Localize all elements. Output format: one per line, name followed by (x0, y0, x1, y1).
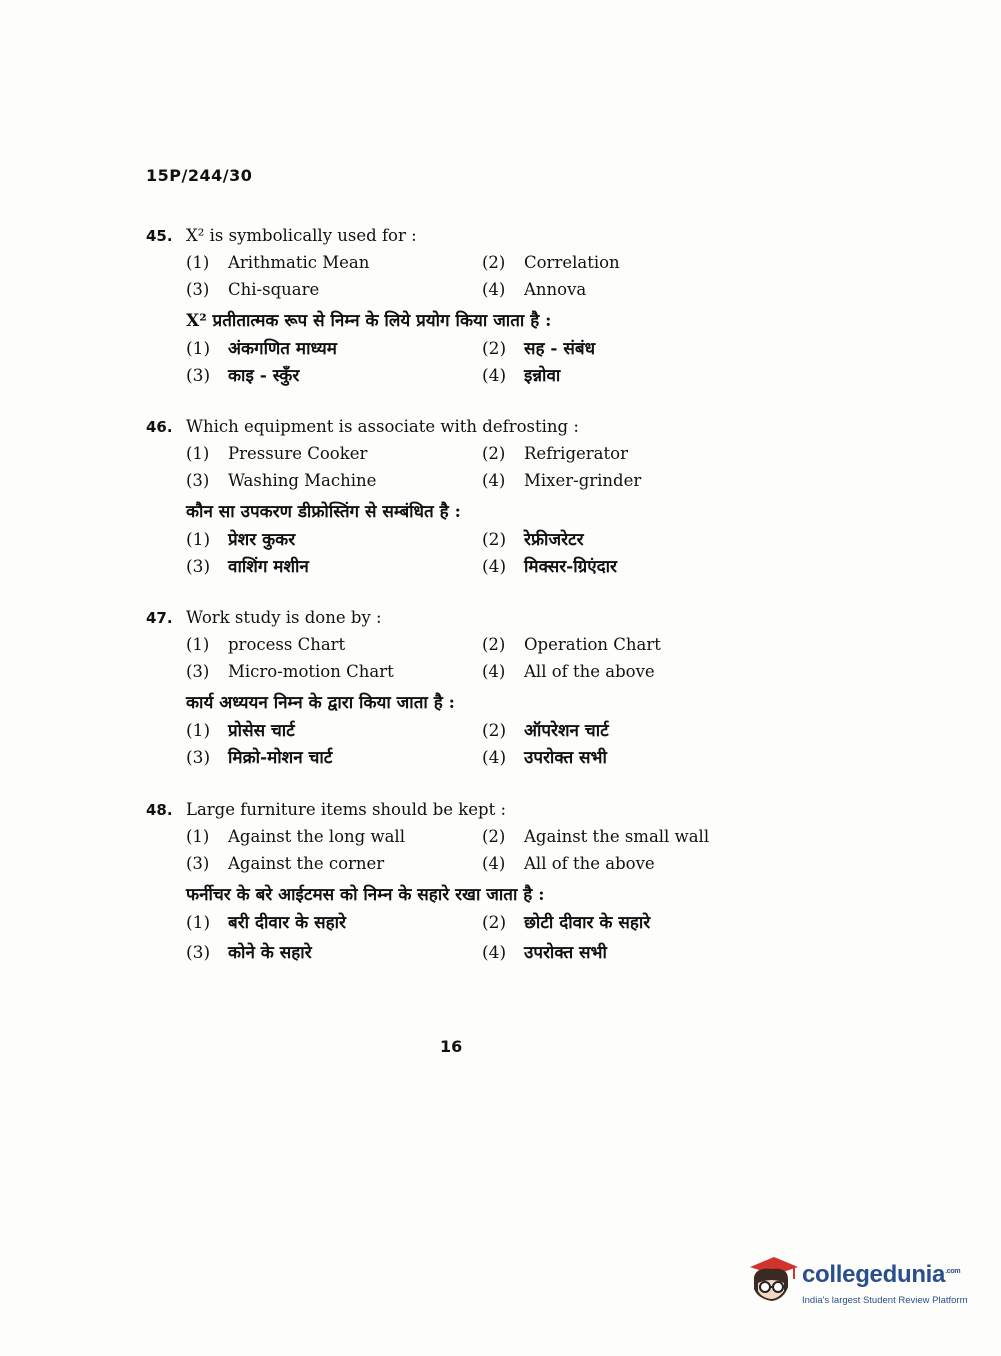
option-3: (3) Chi-square (186, 280, 320, 299)
question-text-hindi: फर्नीचर के बरे आईटमस को निम्न के सहारे रखा जाता है : (186, 885, 545, 905)
brand-tagline: India's largest Student Review Platform (802, 1295, 968, 1306)
option-2-hindi: (2) सह - संबंध (482, 339, 596, 359)
option-4: (4) Mixer-grinder (482, 471, 642, 490)
mascot-icon (744, 1253, 800, 1309)
question-text: X² is symbolically used for : (186, 226, 417, 245)
option-1: (1) Against the long wall (186, 827, 405, 846)
option-2: (2) Correlation (482, 253, 620, 272)
brand-name: collegedunia$^{.com}$ (802, 1261, 961, 1288)
option-3-hindi: (3) मिक्रो-मोशन चार्ट (186, 748, 333, 768)
question-number: 46. (146, 418, 173, 436)
option-3-hindi: (3) काइ - स्कुँर (186, 366, 300, 386)
option-4: (4) All of the above (482, 854, 655, 873)
option-2: (2) Refrigerator (482, 444, 628, 463)
option-2: (2) Against the small wall (482, 827, 710, 846)
question-text-hindi: कौन सा उपकरण डीफ्रोस्तिंग से सम्बंधित है : (186, 502, 461, 522)
option-3-hindi: (3) वाशिंग मशीन (186, 557, 309, 577)
option-1: (1) process Chart (186, 635, 346, 654)
option-1: (1) Pressure Cooker (186, 444, 368, 463)
option-3-hindi: (3) कोने के सहारे (186, 943, 312, 963)
option-4-hindi: (4) उपरोक्त सभी (482, 748, 607, 768)
option-2-hindi: (2) छोटी दीवार के सहारे (482, 913, 651, 933)
question-text: Which equipment is associate with defrosting : (186, 417, 579, 436)
question-number: 48. (146, 801, 173, 819)
paper-code: 15P/244/30 (146, 166, 253, 185)
option-4-hindi: (4) उपरोक्त सभी (482, 943, 607, 963)
question-text: Large furniture items should be kept : (186, 800, 507, 819)
question-47 (146, 604, 746, 772)
option-3: (3) Against the corner (186, 854, 385, 873)
question-46 (146, 413, 746, 581)
question-text-hindi: X² प्रतीतात्मक रूप से निम्न के लिये प्रयोग किया जाता है : (186, 311, 552, 331)
page-number: 16 (440, 1037, 463, 1056)
question-text-hindi: कार्य अध्ययन निम्न के द्वारा किया जाता है : (186, 693, 455, 713)
option-4-hindi: (4) मिक्सर-ग्रिएंदार (482, 557, 618, 577)
option-1-hindi: (1) अंकगणित माध्यम (186, 339, 337, 359)
option-4: (4) Annova (482, 280, 587, 299)
question-number: 45. (146, 227, 173, 245)
option-1-hindi: (1) प्रोसेस चार्ट (186, 721, 295, 741)
option-1-hindi: (1) प्रेशर कुकर (186, 530, 296, 550)
option-3: (3) Washing Machine (186, 471, 377, 490)
option-4-hindi: (4) इन्नोवा (482, 366, 561, 386)
option-3: (3) Micro-motion Chart (186, 662, 394, 681)
collegedunia-logo[interactable] (744, 1253, 972, 1315)
question-text: Work study is done by : (186, 608, 382, 627)
question-number: 47. (146, 609, 173, 627)
option-2-hindi: (2) रेफ्रीजरेटर (482, 530, 584, 550)
option-1-hindi: (1) बरी दीवार के सहारे (186, 913, 346, 933)
question-48 (146, 796, 746, 967)
option-1: (1) Arithmatic Mean (186, 253, 370, 272)
question-45 (146, 222, 746, 390)
option-4: (4) All of the above (482, 662, 655, 681)
option-2: (2) Operation Chart (482, 635, 661, 654)
option-2-hindi: (2) ऑपरेशन चार्ट (482, 721, 609, 741)
